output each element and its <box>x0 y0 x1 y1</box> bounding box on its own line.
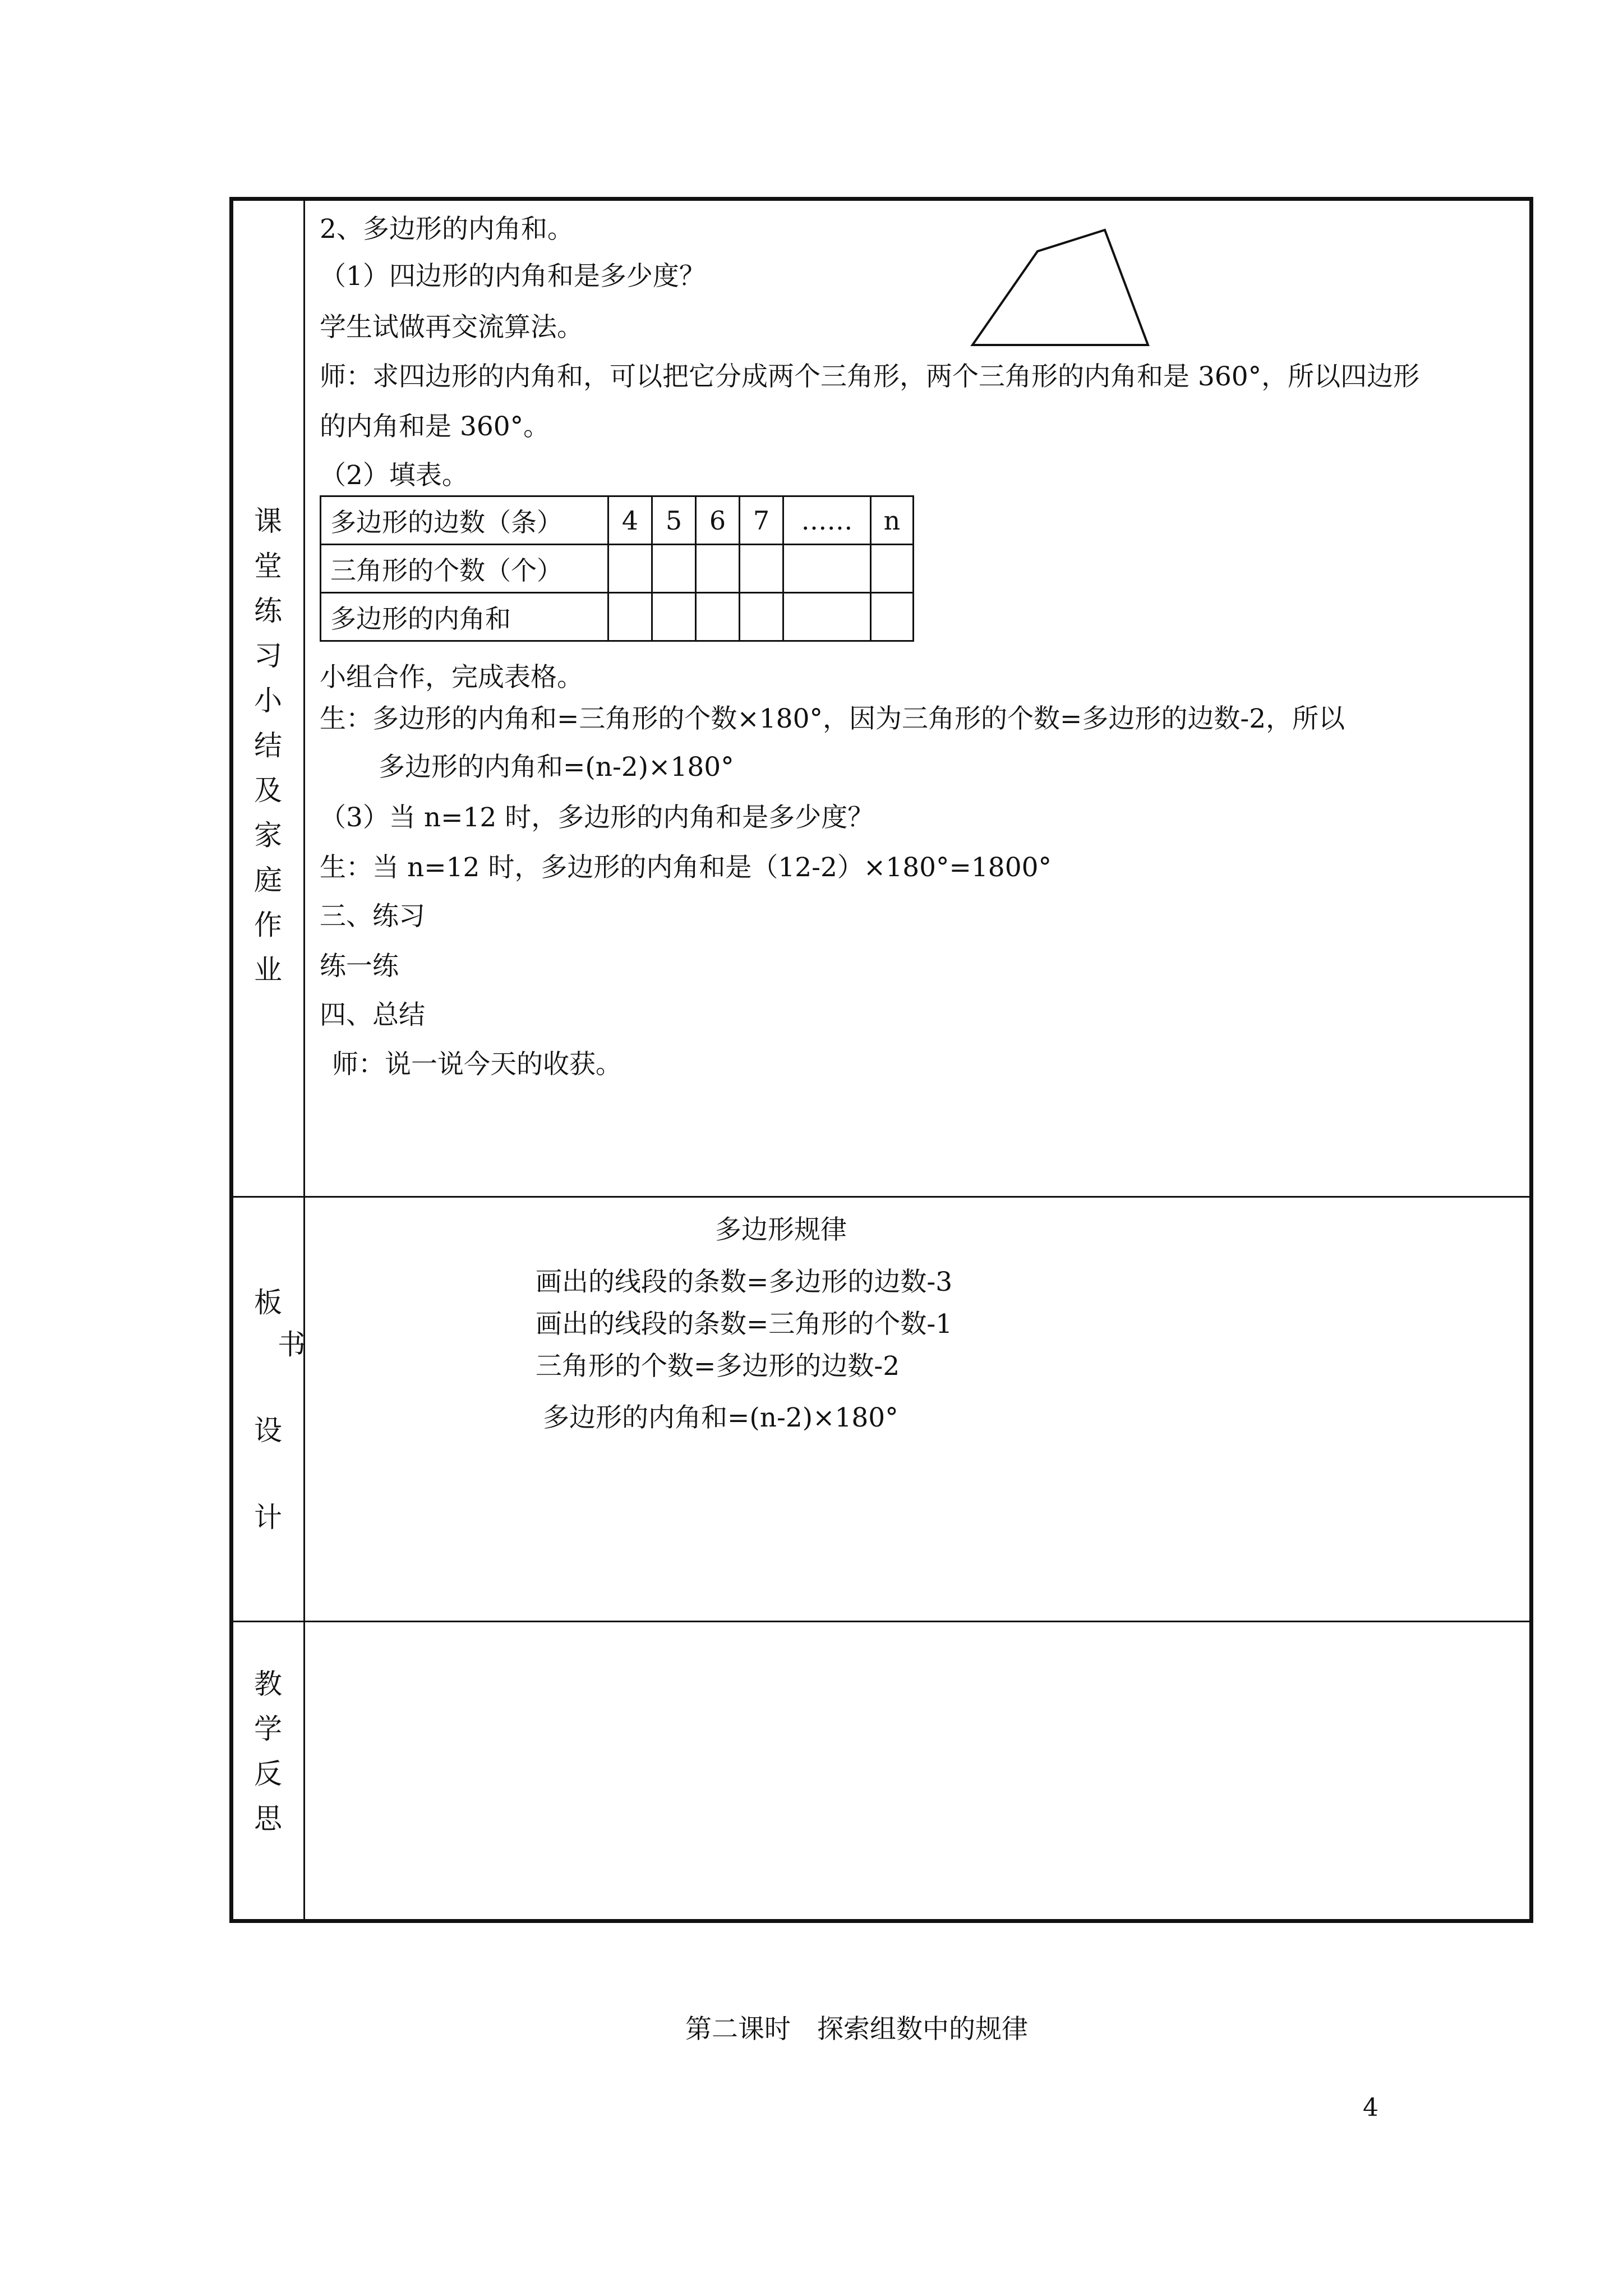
teacher-explanation-1: 师：求四边形的内角和，可以把它分成两个三角形，两个三角形的内角和是 360°，所以四边形 <box>320 361 1420 392</box>
table-cell: n <box>871 496 914 545</box>
quadrilateral-figure <box>965 213 1155 353</box>
question-3: （3）当 n=12 时，多边形的内角和是多少度？ <box>320 802 874 833</box>
empty-cell <box>652 545 696 593</box>
content-heading: 2、多边形的内角和。 <box>320 214 574 245</box>
board-line: 三角形的个数=多边形的边数-2 <box>536 1351 900 1382</box>
question-2: （2）填表。 <box>320 460 468 491</box>
table-cell: 4 <box>608 496 652 545</box>
practice-section-label: 课 堂 练 习 小 结 及 家 庭 作 业 <box>254 505 282 986</box>
table-row <box>321 593 914 641</box>
summary-heading: 四、总结 <box>320 1000 425 1030</box>
page-number: 4 <box>1363 2093 1378 2122</box>
teacher-explanation-2: 的内角和是 360°。 <box>320 411 550 442</box>
fill-in-table <box>320 495 914 642</box>
table-row <box>321 496 914 545</box>
table-cell: 6 <box>696 496 740 545</box>
row-label: 多边形的边数（条） <box>321 496 608 545</box>
board-line: 画出的线段的条数=多边形的边数-3 <box>536 1267 953 1297</box>
empty-cell <box>871 545 914 593</box>
table-row <box>321 545 914 593</box>
empty-cell <box>740 593 783 641</box>
next-lesson-title: 第二课时 探索组数中的规律 <box>685 2014 1028 2045</box>
empty-cell <box>783 545 871 593</box>
row-divider-1 <box>229 1196 1533 1198</box>
empty-cell <box>608 545 652 593</box>
student-answer-q3: 生：当 n=12 时，多边形的内角和是（12-2）×180°=1800° <box>320 852 1052 883</box>
row-divider-2 <box>229 1621 1533 1622</box>
group-work: 小组合作，完成表格。 <box>320 662 583 693</box>
board-line: 多边形的内角和=(n-2)×180° <box>543 1402 898 1433</box>
table-cell: 5 <box>652 496 696 545</box>
empty-cell <box>652 593 696 641</box>
student-try: 学生试做再交流算法。 <box>320 312 583 343</box>
board-line: 画出的线段的条数=三角形的个数-1 <box>536 1309 953 1340</box>
column-divider <box>303 197 305 1923</box>
table-cell: 7 <box>740 496 783 545</box>
board-design-label-2: 书 <box>278 1328 306 1361</box>
table-cell: …… <box>783 496 871 545</box>
empty-cell <box>871 593 914 641</box>
student-answer-line-1: 生：多边形的内角和=三角形的个数×180°，因为三角形的个数=多边形的边数-2，所以 <box>320 703 1345 734</box>
empty-cell <box>696 593 740 641</box>
empty-cell <box>696 545 740 593</box>
reflection-section-label: 教 学 反 思 <box>254 1668 282 1835</box>
question-1: （1）四边形的内角和是多少度？ <box>320 261 706 292</box>
student-answer-line-2: 多边形的内角和=(n-2)×180° <box>379 752 734 783</box>
board-title: 多边形规律 <box>715 1214 847 1245</box>
empty-cell <box>783 593 871 641</box>
board-design-label-1: 板 <box>254 1286 282 1319</box>
row-label: 多边形的内角和 <box>321 593 608 641</box>
board-design-label-4: 计 <box>254 1501 282 1534</box>
empty-cell <box>740 545 783 593</box>
empty-cell <box>608 593 652 641</box>
row-label: 三角形的个数（个） <box>321 545 608 593</box>
summary-teacher: 师：说一说今天的收获。 <box>332 1049 622 1080</box>
practice-item: 练一练 <box>320 951 399 982</box>
board-design-label-3: 设 <box>254 1414 282 1447</box>
practice-heading: 三、练习 <box>320 901 425 932</box>
